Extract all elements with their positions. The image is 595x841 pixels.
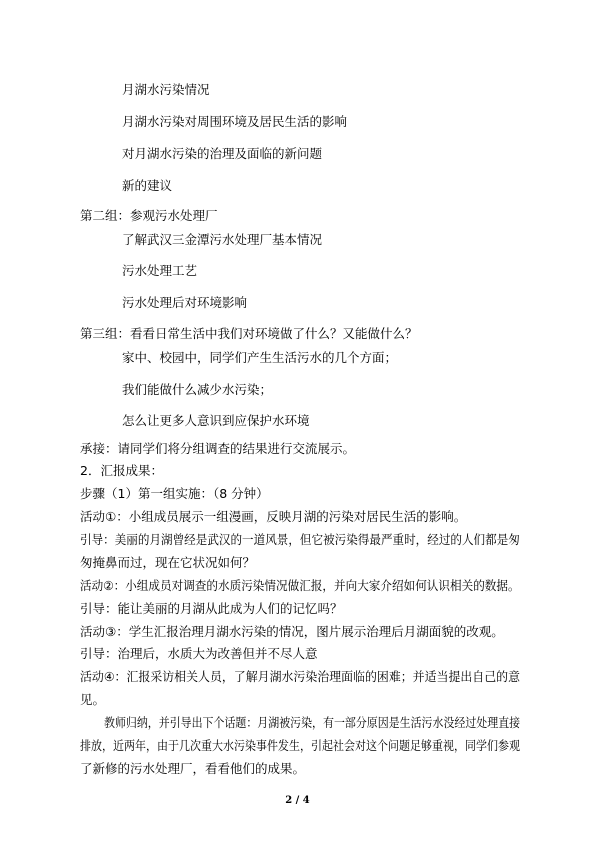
summary-line-2: 排放，近两年，由于几次重大水污染事件发生，引起社会对这个问题足够重视，同学们参观 (80, 738, 521, 753)
summary-line-3: 了新修的污水处理厂，看看他们的成果。 (80, 761, 306, 776)
topic-line-awareness: 怎么让更多人意识到应保护水环境 (122, 413, 310, 428)
guide-two: 引导：能让美丽的月湖从此成为人们的记忆吗？ (80, 601, 343, 616)
topic-line-process: 污水处理工艺 (122, 263, 198, 278)
page-number: 2 / 4 (285, 795, 310, 806)
topic-line-home-school: 家中、校园中，同学们产生生活污水的几个方面； (122, 350, 398, 365)
section-heading-report: 2．汇报成果： (80, 463, 163, 478)
activity-one: 活动①：小组成员展示一组漫画，反映月湖的污染对居民生活的影响。 (80, 509, 467, 524)
step-one-heading: 步骤（1）第一组实施：（8 分钟） (80, 486, 269, 501)
guide-one-line-2: 匆掩鼻而过，现在它状况如何？ (80, 555, 256, 570)
topic-line-environment-effect: 污水处理后对环境影响 (122, 295, 248, 310)
topic-line-treatment-problems: 对月湖水污染的治理及面临的新问题 (122, 146, 323, 161)
transition-paragraph: 承接：请同学们将分组调查的结果进行交流展示。 (80, 441, 356, 456)
activity-three: 活动③：学生汇报治理月湖水污染的情况，图片展示治理后月湖面貌的改观。 (80, 624, 504, 639)
summary-line-1: 教师归纳，并引导出下个话题：月湖被污染，有一部分原因是生活污水没经过处理直接 (104, 715, 521, 730)
topic-line-plant-overview: 了解武汉三金潭污水处理厂基本情况 (122, 232, 323, 247)
activity-four-line-2: 见。 (80, 692, 106, 707)
group-two-heading: 第二组：参观污水处理厂 (80, 208, 218, 223)
guide-one-line-1: 引导：美丽的月湖曾经是武汉的一道风景，但它被污染得最严重时，经过的人们都是匆 (80, 532, 520, 547)
activity-two: 活动②：小组成员对调查的水质污染情况做汇报，并向大家介绍如何认识相关的数据。 (80, 578, 520, 593)
activity-four-line-1: 活动④：汇报采访相关人员，了解月湖水污染治理面临的困难；并适当提出自己的意 (80, 669, 521, 684)
topic-line-suggestions: 新的建议 (122, 178, 173, 193)
topic-line-pollution-status: 月湖水污染情况 (122, 82, 210, 97)
group-three-heading: 第三组：看看日常生活中我们对环境做了什么？又能做什么？ (80, 326, 418, 341)
topic-line-reduce-pollution: 我们能做什么减少水污染； (122, 382, 273, 397)
topic-line-pollution-impact: 月湖水污染对周围环境及居民生活的影响 (122, 114, 348, 129)
guide-three: 引导：治理后，水质大为改善但并不尽人意 (80, 646, 318, 661)
